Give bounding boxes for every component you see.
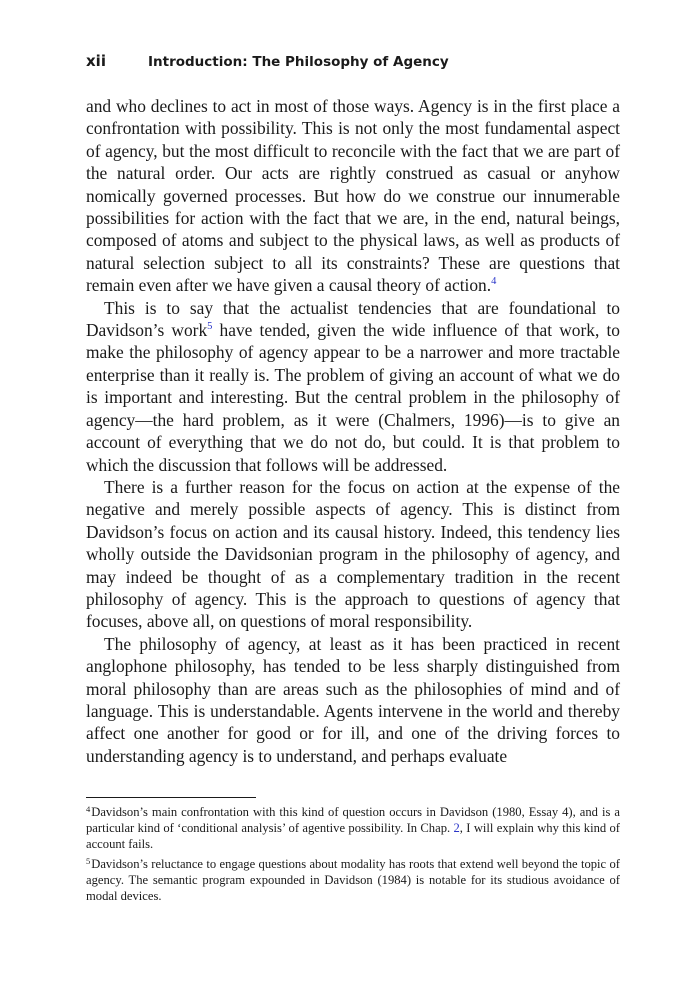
footnotes (86, 805, 620, 908)
footnote-divider (86, 797, 256, 798)
footnote-4-text-a: Davidson’s main confrontation with this kind of question occurs in Davidson (1980, Essay 4), and is a particular kind of ‘conditional analysis’ of agentive possibility. In Chap. (86, 805, 620, 835)
paragraph-4: The philosophy of agency, at least as it has been practiced in recent anglophone philosophy, has tended to be less sharply distinguished from moral philosophy than are areas such as the philosophies of mind and of language. This is understandable. Agents intervene in the world and thereby affect one another for good or for ill, and one of the driving forces to understanding agency is to understand, and perhaps evaluate (86, 633, 620, 766)
running-title: Introduction: The Philosophy of Agency (148, 54, 449, 70)
running-header (86, 52, 620, 70)
footnote-5 (86, 857, 620, 905)
page-number: xii (86, 52, 106, 70)
chapter-2-link[interactable]: 2 (453, 820, 460, 835)
footnote-4-text-b: , I will explain why this kind of account fails. (86, 820, 621, 851)
paragraph-2-text-a: This is to say that the actualist tendencies that are foundational to Davidson’s work (86, 297, 620, 341)
paragraph-2-text-b: have tended, given the wide influence of that work, to make the philosophy of agency appear to be a narrower and more tractable enterprise than it really is. The problem of giving an account of what we do is important and interesting. But the central problem in the philosophy of agency—the hard problem, as it were (Chalmers, 1996)—is to give an account of everything that we do not do, but could. It is that problem to which the discussion that follows will be addressed. (86, 320, 620, 475)
paragraph-2 (86, 297, 620, 476)
footnote-4-mark: 4 (86, 804, 91, 814)
paragraph-1 (86, 95, 620, 297)
paragraph-3: There is a further reason for the focus on action at the expense of the negative and merely possible aspects of agency. This is distinct from Davidson’s focus on action and its causal history. Indeed, this tendency lies wholly outside the Davidsonian program in the philosophy of agency, and may indeed be thought of as a complementary tradition in the recent philosophy of agency. This is the approach to questions of agency that focuses, above all, on questions of moral responsibility. (86, 476, 620, 632)
footnote-4 (86, 805, 620, 853)
footnote-ref-5[interactable]: 5 (207, 321, 213, 333)
main-text (86, 95, 620, 767)
footnote-5-mark: 5 (86, 855, 91, 866)
paragraph-1-text: and who declines to act in most of those ways. Agency is in the first place a confrontation with possibility. This is not only the most fundamental aspect of agency, but the most difficult to reconcile with the fact that we are part of the natural order. Our acts are rightly construed as casual or anyhow nomically governed processes. But how do we construe our innumerable possibilities for action with the fact that we are, in the end, natural beings, composed of atoms and subject to the physical laws, as well as products of natural selection subject to all its constraints? These are questions that remain even after we have given a causal theory of action. (86, 96, 620, 296)
footnote-5-text: Davidson’s reluctance to engage questions about modality has roots that extend well beyond the topic of agency. The semantic program expounded in Davidson (1984) is notable for its studious avoidance of modal devices. (86, 856, 620, 903)
footnote-ref-4[interactable]: 4 (491, 276, 497, 288)
